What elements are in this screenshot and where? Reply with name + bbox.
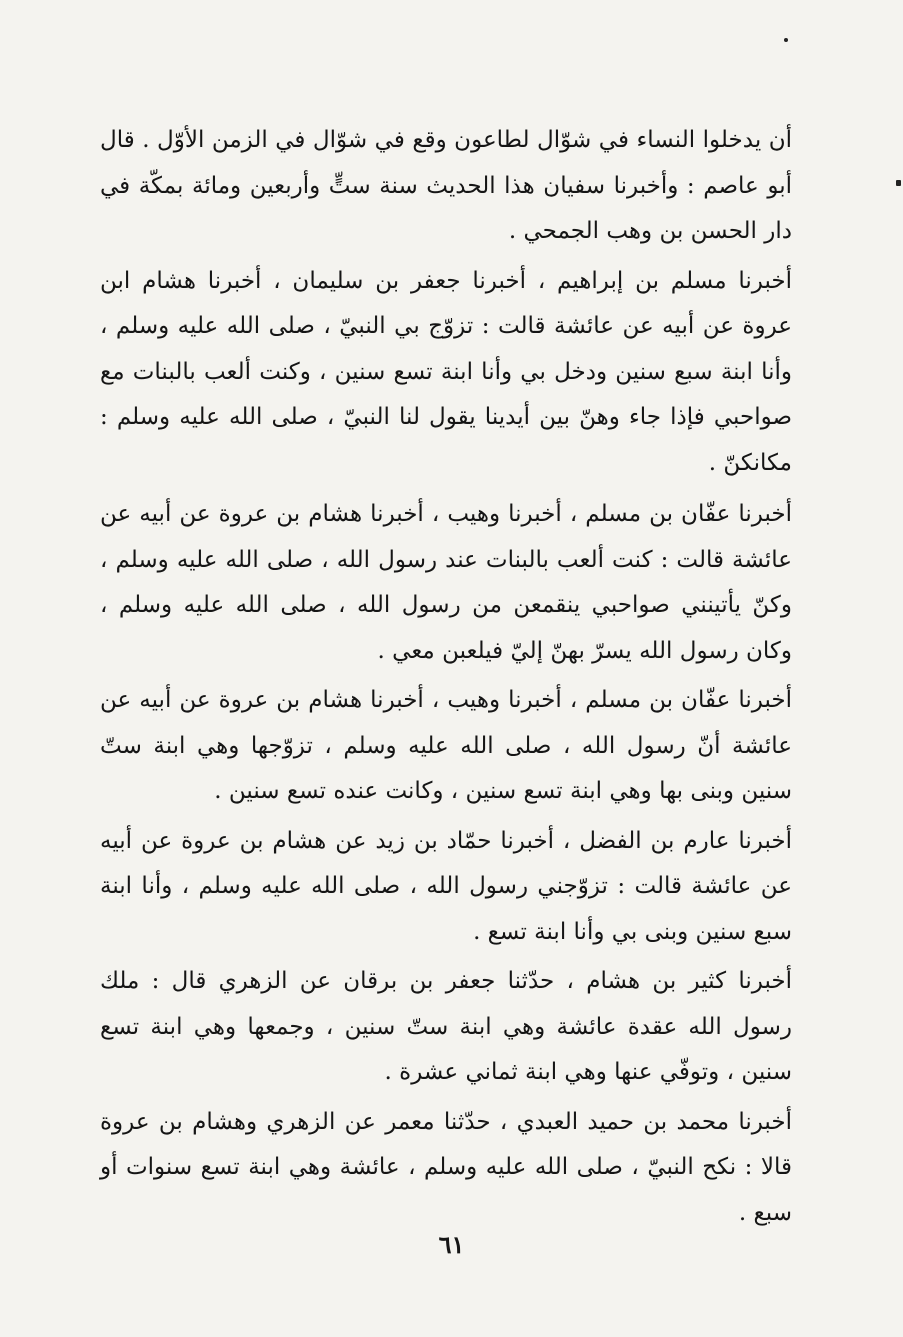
- page-number: ٦١: [438, 1230, 465, 1259]
- paragraph: أخبرنا عفّان بن مسلم ، أخبرنا وهيب ، أخبرنا هشام بن عروة عن أبيه عن عائشة قالت : كنت ألعب بالبنات عند رسول الله ، صلى الله عليه وسلم ، وكنّ يأتينني صواحبي ينقمعن من رسول الله ، صلى الله عليه وسلم ، وكان رسول الله يسرّ بهنّ إليّ فيلعبن معي .: [100, 501, 792, 664]
- paragraph: أخبرنا عفّان بن مسلم ، أخبرنا وهيب ، أخبرنا هشام بن عروة عن أبيه عن عائشة أنّ رسول الله ، صلى الله عليه وسلم ، تزوّجها وهي ابنة ستّ سنين وبنى بها وهي ابنة تسع سنين ، وكانت عنده تسع سنين .: [100, 687, 792, 804]
- ink-speck: [896, 180, 901, 186]
- paragraph: أخبرنا مسلم بن إبراهيم ، أخبرنا جعفر بن سليمان ، أخبرنا هشام ابن عروة عن أبيه عن عائشة قالت : تزوّج بي النبيّ ، صلى الله عليه وسلم ، وأنا ابنة سبع سنين ودخل بي وأنا ابنة تسع سنين ، وكنت ألعب بالبنات مع صواحبي فإذا جاء وهنّ بين أيدينا يقول لنا النبيّ ، صلى الله عليه وسلم : مكانكنّ .: [100, 267, 792, 476]
- main-text: [100, 118, 792, 1236]
- paragraph: أخبرنا عارم بن الفضل ، أخبرنا حمّاد بن زيد عن هشام بن عروة عن أبيه عن عائشة قالت : تزوّجني رسول الله ، صلى الله عليه وسلم ، وأنا ابنة سبع سنين وبنى بي وأنا ابنة تسع .: [100, 827, 792, 945]
- paragraph: أخبرنا كثير بن هشام ، حدّثنا جعفر بن برقان عن الزهري قال : ملك رسول الله عقدة عائشة وهي ابنة ستّ سنين ، وجمعها وهي ابنة تسع سنين ، وتوفّي عنها وهي ابنة ثماني عشرة .: [100, 968, 792, 1085]
- paragraph: أن يدخلوا النساء في شوّال لطاعون وقع في شوّال في الزمن الأوّل . قال أبو عاصم : وأخبرنا سفيان هذا الحديث سنة ستٍّ وأربعين ومائة بمكّة في دار الحسن بن وهب الجمحي .: [100, 127, 792, 244]
- ink-speck: [784, 38, 788, 42]
- paragraph: أخبرنا محمد بن حميد العبدي ، حدّثنا معمر عن الزهري وهشام بن عروة قالا : نكح النبيّ ، صلى الله عليه وسلم ، عائشة وهي ابنة تسع سنوات أو سبع .: [100, 1108, 792, 1226]
